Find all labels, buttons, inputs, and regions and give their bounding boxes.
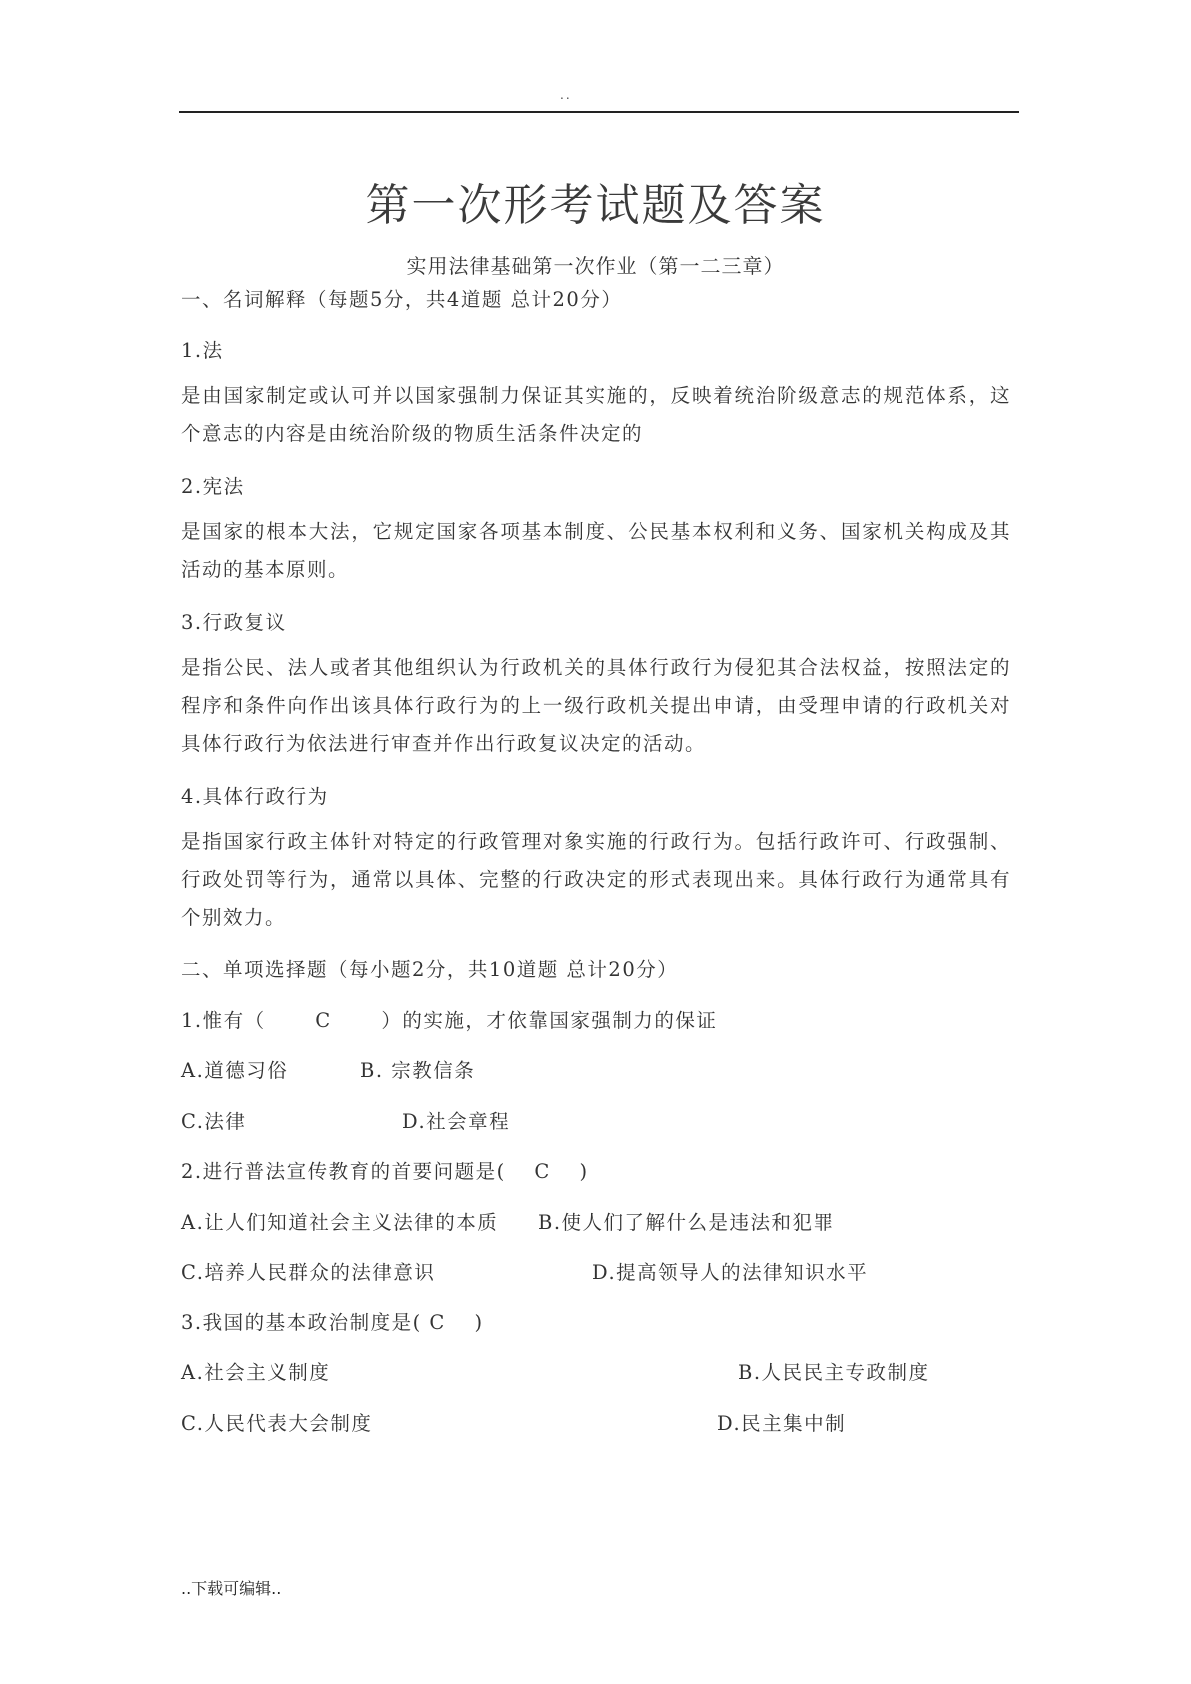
option-c: C.培养人民群众的法律意识: [181, 1261, 436, 1284]
term-definition: 是指公民、法人或者其他组织认为行政机关的具体行政行为侵犯其合法权益，按照法定的程序和条件向作出该具体行政行为的上一级行政机关提出申请，由受理申请的行政机关对具体行政行为依法进行审查并作出行政复议决定的活动。: [181, 656, 1011, 755]
term-definition: 是国家的根本大法，它规定国家各项基本制度、公民基本权利和义务、国家机关构成及其活动的基本原则。: [181, 520, 1011, 581]
option-a: A.让人们知道社会主义法律的本质: [181, 1211, 499, 1234]
option-d: D.社会章程: [402, 1110, 511, 1133]
term-definition: 是由国家制定或认可并以国家强制力保证其实施的，反映着统治阶级意志的规范体系，这个意志的内容是由统治阶级的物质生活条件决定的: [181, 384, 1011, 445]
section1-heading: 一、名词解释（每题5分，共4道题 总计20分）: [181, 288, 623, 311]
section2-heading: 二、单项选择题（每小题2分，共10道题 总计20分）: [181, 958, 679, 981]
question-stem: 3.我国的基本政治制度是( C ): [181, 1311, 484, 1334]
term-title: 3.行政复议: [181, 611, 287, 634]
option-b: B.使人们了解什么是违法和犯罪: [538, 1211, 835, 1234]
option-c: C.人民代表大会制度: [181, 1412, 373, 1435]
term-title: 4.具体行政行为: [181, 785, 329, 808]
option-c: C.法律: [181, 1110, 247, 1133]
page-title: 第一次形考试题及答案: [365, 180, 826, 232]
option-a: A.道德习俗: [181, 1059, 289, 1082]
header-rule: [179, 111, 1019, 113]
term-title: 1.法: [181, 339, 224, 362]
option-a: A.社会主义制度: [181, 1361, 331, 1384]
term-definition: 是指国家行政主体针对特定的行政管理对象实施的行政行为。包括行政许可、行政强制、行政处罚等行为，通常以具体、完整的行政决定的形式表现出来。具体行政行为通常具有个别效力。: [181, 830, 1011, 929]
option-b: B.人民民主专政制度: [738, 1361, 930, 1384]
question-stem: 1.惟有（ C ）的实施，才依靠国家强制力的保证: [181, 1009, 718, 1032]
page-subtitle: 实用法律基础第一次作业（第一二三章）: [406, 254, 785, 278]
option-b: B. 宗教信条: [360, 1059, 476, 1082]
question-stem: 2.进行普法宣传教育的首要问题是( C ): [181, 1160, 589, 1183]
header-dots: ..: [560, 88, 572, 102]
footer-note: ..下载可编辑..: [181, 1579, 282, 1598]
option-d: D.提高领导人的法律知识水平: [592, 1261, 869, 1284]
option-d: D.民主集中制: [717, 1412, 847, 1435]
term-title: 2.宪法: [181, 475, 245, 498]
